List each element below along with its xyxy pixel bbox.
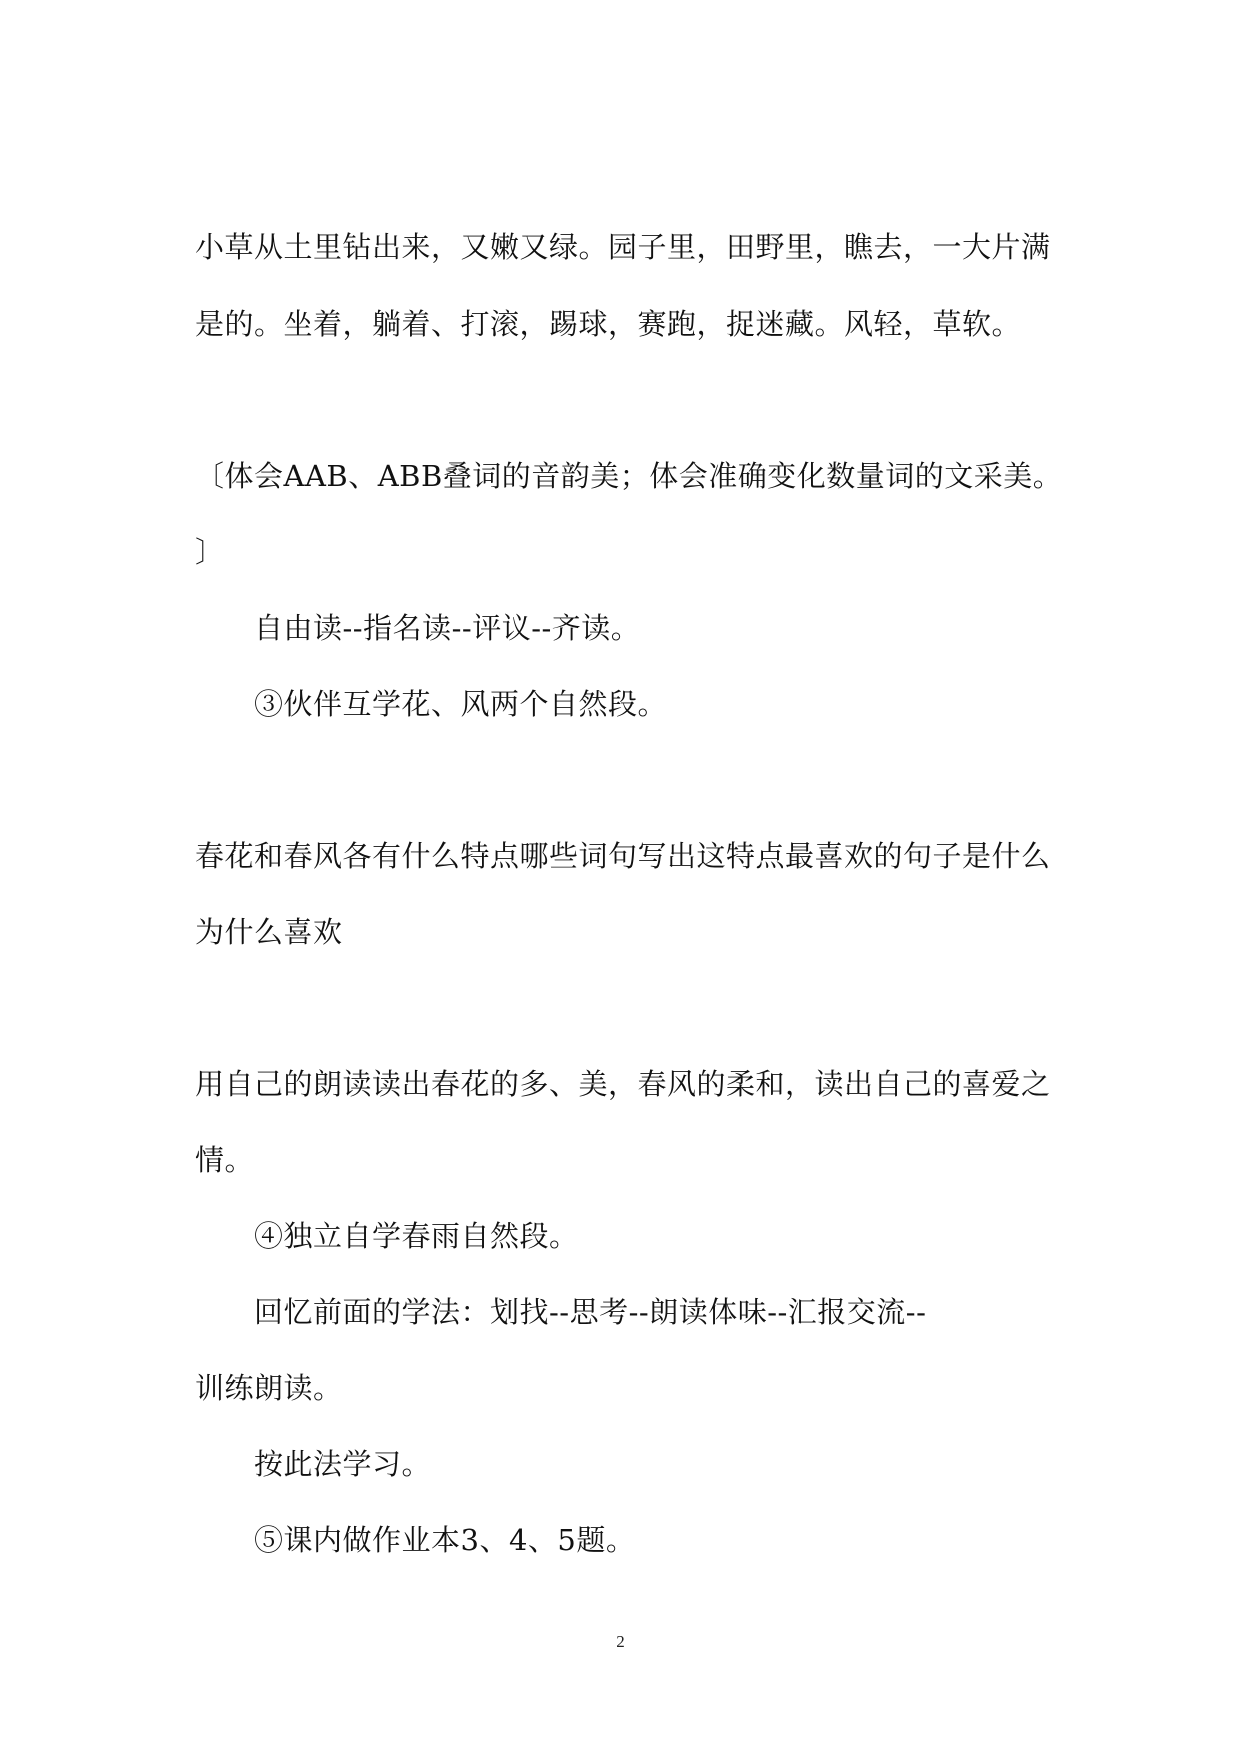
paragraph-line: 小草从土里钻出来，又嫩又绿。园子里，田野里，瞧去，一大片满 — [195, 230, 1051, 264]
paragraph-line: 为什么喜欢 — [195, 915, 343, 949]
page-number: 2 — [616, 1632, 625, 1651]
paragraph-line: 用自己的朗读读出春花的多、美，春风的柔和，读出自己的喜爱之 — [195, 1067, 1051, 1101]
paragraph-line: ③伙伴互学花、风两个自然段。 — [254, 687, 668, 721]
paragraph-line: ④独立自学春雨自然段。 — [254, 1219, 579, 1253]
paragraph-line: 回忆前面的学法：划找--思考--朗读体味--汇报交流-- — [254, 1295, 927, 1329]
paragraph-line: 〕 — [195, 535, 225, 569]
paragraph-line: 训练朗读。 — [195, 1371, 343, 1405]
paragraph-line: ⑤课内做作业本3、4、5题。 — [254, 1523, 636, 1557]
paragraph-line: 〔体会AAB、ABB叠词的音韵美；体会准确变化数量词的文采美。 — [195, 459, 1063, 493]
paragraph-line: 情。 — [195, 1143, 255, 1177]
paragraph-line: 春花和春风各有什么特点哪些词句写出这特点最喜欢的句子是什么 — [195, 839, 1051, 873]
paragraph-line: 自由读--指名读--评议--齐读。 — [254, 611, 641, 645]
paragraph-line: 按此法学习。 — [254, 1447, 432, 1481]
paragraph-line: 是的。坐着，躺着、打滚，踢球，赛跑，捉迷藏。风轻，草软。 — [195, 307, 1022, 341]
